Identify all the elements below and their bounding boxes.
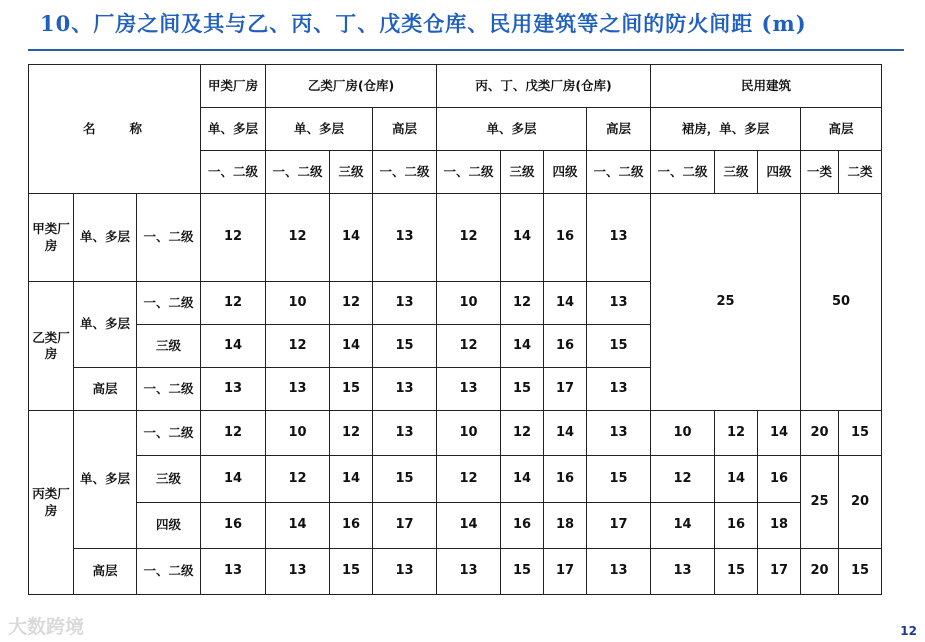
- value-cell: 10: [651, 411, 715, 456]
- value-cell: 14: [330, 194, 373, 282]
- value-cell: 16: [544, 456, 587, 503]
- row-jia-grade: 一、二级: [137, 194, 201, 282]
- value-cell: 12: [201, 194, 266, 282]
- value-cell: 12: [437, 456, 501, 503]
- value-cell: 16: [758, 456, 801, 503]
- value-cell: 12: [330, 282, 373, 325]
- header-yi-multi: 单、多层: [266, 108, 373, 151]
- grade-yi-3: 三级: [330, 151, 373, 194]
- value-cell: 17: [544, 368, 587, 411]
- value-cell: 14: [758, 411, 801, 456]
- value-cell: 14: [501, 325, 544, 368]
- row-bing-grade-4: 四级: [137, 503, 201, 549]
- value-cell: 20: [801, 549, 839, 595]
- value-cell: 17: [373, 503, 437, 549]
- grade-yi-12: 一、二级: [266, 151, 330, 194]
- value-cell: 12: [201, 282, 266, 325]
- value-cell: 15: [330, 549, 373, 595]
- header-name: 名称: [29, 65, 201, 194]
- value-cell: 15: [715, 549, 758, 595]
- class-2: 二类: [839, 151, 882, 194]
- value-cell: 16: [544, 325, 587, 368]
- value-cell: 14: [266, 503, 330, 549]
- header-jia: 甲类厂房: [201, 65, 266, 108]
- grade-civil-4: 四级: [758, 151, 801, 194]
- value-cell: 16: [201, 503, 266, 549]
- row-bing-grade-3: 三级: [137, 456, 201, 503]
- value-cell: 16: [544, 194, 587, 282]
- value-cell: 15: [501, 368, 544, 411]
- row-yi-grade-3: 三级: [137, 325, 201, 368]
- value-cell: 13: [587, 194, 651, 282]
- value-cell: 13: [587, 411, 651, 456]
- merged-civil-high: 50: [801, 194, 882, 411]
- grade-jia-12: 一、二级: [201, 151, 266, 194]
- row-yi-high: 高层: [74, 368, 137, 411]
- value-cell: 13: [373, 368, 437, 411]
- row-yi-high-grade: 一、二级: [137, 368, 201, 411]
- row-bing-label: 丙类厂房: [29, 411, 74, 595]
- value-cell: 15: [373, 325, 437, 368]
- header-yi-high: 高层: [373, 108, 437, 151]
- grade-civil-3: 三级: [715, 151, 758, 194]
- value-cell: 12: [501, 411, 544, 456]
- header-jia-multi: 单、多层: [201, 108, 266, 151]
- value-cell: 13: [373, 549, 437, 595]
- title-underline: [28, 49, 904, 51]
- value-cell: 13: [587, 368, 651, 411]
- value-cell: 12: [501, 282, 544, 325]
- value-cell: 14: [437, 503, 501, 549]
- grade-bing-12: 一、二级: [437, 151, 501, 194]
- value-cell: 13: [266, 368, 330, 411]
- row-jia-multi: 单、多层: [74, 194, 137, 282]
- value-cell: 13: [587, 549, 651, 595]
- value-cell: 13: [373, 194, 437, 282]
- value-cell: 14: [544, 411, 587, 456]
- value-cell: 13: [373, 282, 437, 325]
- value-cell: 15: [330, 368, 373, 411]
- merged-civil-low: 25: [651, 194, 801, 411]
- grade-bing-4: 四级: [544, 151, 587, 194]
- value-cell: 13: [266, 549, 330, 595]
- value-cell: 13: [437, 549, 501, 595]
- class-1: 一类: [801, 151, 839, 194]
- row-yi-grade-12: 一、二级: [137, 282, 201, 325]
- merged-bing-class2: 20: [839, 456, 882, 549]
- value-cell: 17: [587, 503, 651, 549]
- value-cell: 15: [839, 411, 882, 456]
- watermark: 大数跨境: [8, 616, 85, 638]
- row-bing-grade-12: 一、二级: [137, 411, 201, 456]
- row-bing-multi: 单、多层: [74, 411, 137, 549]
- value-cell: 12: [266, 194, 330, 282]
- value-cell: 17: [544, 549, 587, 595]
- value-cell: 14: [544, 282, 587, 325]
- row-bing-high-grade: 一、二级: [137, 549, 201, 595]
- value-cell: 17: [758, 549, 801, 595]
- value-cell: 12: [651, 456, 715, 503]
- header-bing: 丙、丁、戊类厂房(仓库): [437, 65, 651, 108]
- table-row: [29, 411, 882, 456]
- value-cell: 15: [587, 325, 651, 368]
- row-yi-label: 乙类厂房: [29, 282, 74, 411]
- header-bing-multi: 单、多层: [437, 108, 587, 151]
- value-cell: 13: [201, 549, 266, 595]
- grade-yi-high-12: 一、二级: [373, 151, 437, 194]
- value-cell: 14: [330, 325, 373, 368]
- value-cell: 10: [437, 282, 501, 325]
- value-cell: 13: [373, 411, 437, 456]
- row-jia-label: 甲类厂房: [29, 194, 74, 282]
- table-row: [29, 503, 882, 549]
- value-cell: 12: [201, 411, 266, 456]
- value-cell: 14: [501, 194, 544, 282]
- value-cell: 18: [544, 503, 587, 549]
- header-bing-high: 高层: [587, 108, 651, 151]
- value-cell: 14: [201, 325, 266, 368]
- value-cell: 14: [651, 503, 715, 549]
- value-cell: 15: [501, 549, 544, 595]
- grade-bing-3: 三级: [501, 151, 544, 194]
- value-cell: 14: [715, 456, 758, 503]
- value-cell: 12: [266, 456, 330, 503]
- table-row: [29, 194, 882, 282]
- value-cell: 16: [330, 503, 373, 549]
- value-cell: 15: [587, 456, 651, 503]
- value-cell: 10: [266, 411, 330, 456]
- merged-bing-class1: 25: [801, 456, 839, 549]
- value-cell: 20: [801, 411, 839, 456]
- table-row: [29, 456, 882, 503]
- header-row-1: [29, 65, 882, 108]
- header-civil-podium: 裙房，单、多层: [651, 108, 801, 151]
- table-row: [29, 549, 882, 595]
- value-cell: 12: [330, 411, 373, 456]
- value-cell: 15: [373, 456, 437, 503]
- header-civil: 民用建筑: [651, 65, 882, 108]
- value-cell: 13: [437, 368, 501, 411]
- row-bing-high: 高层: [74, 549, 137, 595]
- value-cell: 14: [501, 456, 544, 503]
- grade-civil-12: 一、二级: [651, 151, 715, 194]
- value-cell: 14: [330, 456, 373, 503]
- value-cell: 12: [437, 194, 501, 282]
- value-cell: 13: [201, 368, 266, 411]
- value-cell: 15: [839, 549, 882, 595]
- value-cell: 14: [201, 456, 266, 503]
- page-title: 10、厂房之间及其与乙、丙、丁、戊类仓库、民用建筑等之间的防火间距 (m): [40, 11, 807, 36]
- fire-distance-table: [28, 64, 882, 595]
- row-yi-multi: 单、多层: [74, 282, 137, 368]
- value-cell: 16: [715, 503, 758, 549]
- value-cell: 10: [437, 411, 501, 456]
- value-cell: 18: [758, 503, 801, 549]
- grade-bing-high-12: 一、二级: [587, 151, 651, 194]
- header-yi: 乙类厂房(仓库): [266, 65, 437, 108]
- value-cell: 12: [266, 325, 330, 368]
- value-cell: 12: [437, 325, 501, 368]
- value-cell: 10: [266, 282, 330, 325]
- value-cell: 13: [651, 549, 715, 595]
- value-cell: 12: [715, 411, 758, 456]
- header-civil-high: 高层: [801, 108, 882, 151]
- value-cell: 13: [587, 282, 651, 325]
- value-cell: 16: [501, 503, 544, 549]
- page-number: 12: [900, 624, 917, 638]
